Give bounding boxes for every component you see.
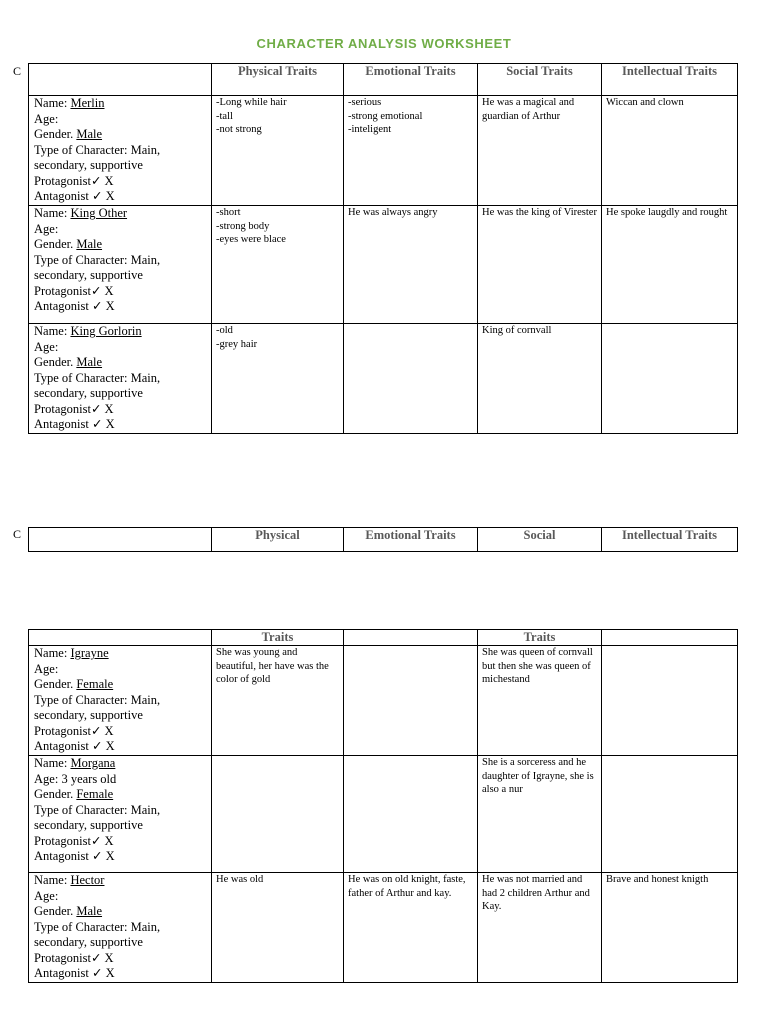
name-label: Name: — [34, 206, 71, 220]
type-label: Type of Character: Main, secondary, supportive — [34, 919, 161, 949]
header-physical: Physical — [212, 528, 344, 552]
name-label: Name: — [34, 96, 71, 110]
character-gender: Male — [76, 355, 103, 369]
protagonist-label: Protagonist✓ X — [34, 950, 114, 965]
table-row — [29, 873, 738, 983]
physical-traits: She was young and beautiful, her have was the color of gold — [212, 646, 344, 756]
row-marker: C — [13, 64, 22, 78]
character-gender: Female — [76, 677, 114, 691]
social-traits: He was the king of Virester — [478, 206, 602, 324]
gender-label: Gender. — [34, 787, 77, 801]
gender-label: Gender. — [34, 677, 77, 691]
table-row — [29, 756, 738, 873]
type-label: Type of Character: Main, secondary, supportive — [34, 692, 161, 722]
antagonist-label: Antagonist ✓ X — [34, 189, 115, 203]
header-emotional: Emotional Traits — [344, 528, 478, 552]
protagonist-label: Protagonist✓ X — [34, 723, 114, 738]
worksheet-title: CHARACTER ANALYSIS WORKSHEET — [256, 36, 512, 51]
character-info — [29, 756, 212, 873]
header-cell — [29, 528, 212, 552]
table-row — [29, 646, 738, 756]
header-cell — [29, 64, 212, 96]
emotional-traits — [344, 756, 478, 873]
gender-label: Gender. — [34, 237, 77, 251]
character-age: 3 years old — [61, 771, 117, 786]
table-row — [29, 206, 738, 324]
character-table-2 — [28, 527, 738, 552]
social-traits: King of cornvall — [478, 324, 602, 434]
emotional-traits — [344, 324, 478, 434]
character-info — [29, 646, 212, 756]
social-traits: She was queen of cornvall but then she was queen of michestand — [478, 646, 602, 756]
character-table-1 — [28, 63, 738, 434]
gender-label: Gender. — [34, 355, 77, 369]
emotional-traits: He was always angry — [344, 206, 478, 324]
type-label: Type of Character: Main, secondary, supportive — [34, 142, 161, 172]
character-info — [29, 873, 212, 983]
header-emotional: Emotional Traits — [344, 64, 478, 96]
character-gender: Male — [76, 904, 103, 918]
physical-traits: -old -grey hair — [212, 324, 344, 434]
emotional-traits: He was on old knight, faste, father of Arthur and kay. — [344, 873, 478, 983]
emotional-traits — [344, 646, 478, 756]
protagonist-label: Protagonist✓ X — [34, 283, 114, 298]
table-row — [29, 96, 738, 206]
header-row — [29, 64, 738, 96]
character-gender: Female — [76, 787, 114, 801]
antagonist-label: Antagonist ✓ X — [34, 417, 115, 431]
header-row — [29, 630, 738, 646]
intellectual-traits: Wiccan and clown — [602, 96, 738, 206]
type-label: Type of Character: Main, secondary, supportive — [34, 802, 161, 832]
protagonist-label: Protagonist✓ X — [34, 833, 114, 848]
antagonist-label: Antagonist ✓ X — [34, 299, 115, 313]
row-marker: C — [13, 527, 22, 541]
character-info — [29, 206, 212, 324]
intellectual-traits — [602, 324, 738, 434]
character-name: Morgana — [70, 756, 116, 770]
age-label: Age: — [34, 111, 59, 126]
header-cell — [29, 630, 212, 646]
age-label: Age: — [34, 339, 59, 354]
age-label: Age: — [34, 888, 59, 903]
physical-traits: -Long while hair -tall -not strong — [212, 96, 344, 206]
social-traits: He was not married and had 2 children Arthur and Kay. — [478, 873, 602, 983]
gender-label: Gender. — [34, 127, 77, 141]
header-intellectual: Intellectual Traits — [602, 64, 738, 96]
character-info — [29, 96, 212, 206]
character-name: Igrayne — [70, 646, 109, 660]
header-cell — [602, 630, 738, 646]
physical-traits: -short -strong body -eyes were blace — [212, 206, 344, 324]
antagonist-label: Antagonist ✓ X — [34, 966, 115, 980]
header-social: Social — [478, 528, 602, 552]
character-info — [29, 324, 212, 434]
header-cell — [344, 630, 478, 646]
emotional-traits: -serious -strong emotional -inteligent — [344, 96, 478, 206]
name-label: Name: — [34, 324, 71, 338]
header-social: Traits — [478, 630, 602, 646]
protagonist-label: Protagonist✓ X — [34, 401, 114, 416]
character-gender: Male — [76, 237, 103, 251]
character-table-3 — [28, 629, 738, 983]
age-label: Age: — [34, 661, 59, 676]
gender-label: Gender. — [34, 904, 77, 918]
header-intellectual: Intellectual Traits — [602, 528, 738, 552]
type-label: Type of Character: Main, secondary, supportive — [34, 370, 161, 400]
name-label: Name: — [34, 873, 71, 887]
character-name: Hector — [70, 873, 105, 887]
type-label: Type of Character: Main, secondary, supportive — [34, 252, 161, 282]
social-traits: She is a sorceress and he daughter of Igrayne, she is also a nur — [478, 756, 602, 873]
social-traits: He was a magical and guardian of Arthur — [478, 96, 602, 206]
protagonist-label: Protagonist✓ X — [34, 173, 114, 188]
name-label: Name: — [34, 756, 71, 770]
header-row — [29, 528, 738, 552]
intellectual-traits — [602, 646, 738, 756]
age-label: Age: — [34, 771, 62, 786]
character-name: King Gorlorin — [70, 324, 142, 338]
header-physical: Physical Traits — [212, 64, 344, 96]
intellectual-traits: Brave and honest knigth — [602, 873, 738, 983]
header-physical: Traits — [212, 630, 344, 646]
character-name: Merlin — [70, 96, 105, 110]
intellectual-traits: He spoke laugdly and rought — [602, 206, 738, 324]
character-name: King Other — [70, 206, 128, 220]
antagonist-label: Antagonist ✓ X — [34, 739, 115, 753]
intellectual-traits — [602, 756, 738, 873]
character-gender: Male — [76, 127, 103, 141]
antagonist-label: Antagonist ✓ X — [34, 849, 115, 863]
physical-traits — [212, 756, 344, 873]
age-label: Age: — [34, 221, 59, 236]
physical-traits: He was old — [212, 873, 344, 983]
table-row — [29, 324, 738, 434]
header-social: Social Traits — [478, 64, 602, 96]
name-label: Name: — [34, 646, 71, 660]
